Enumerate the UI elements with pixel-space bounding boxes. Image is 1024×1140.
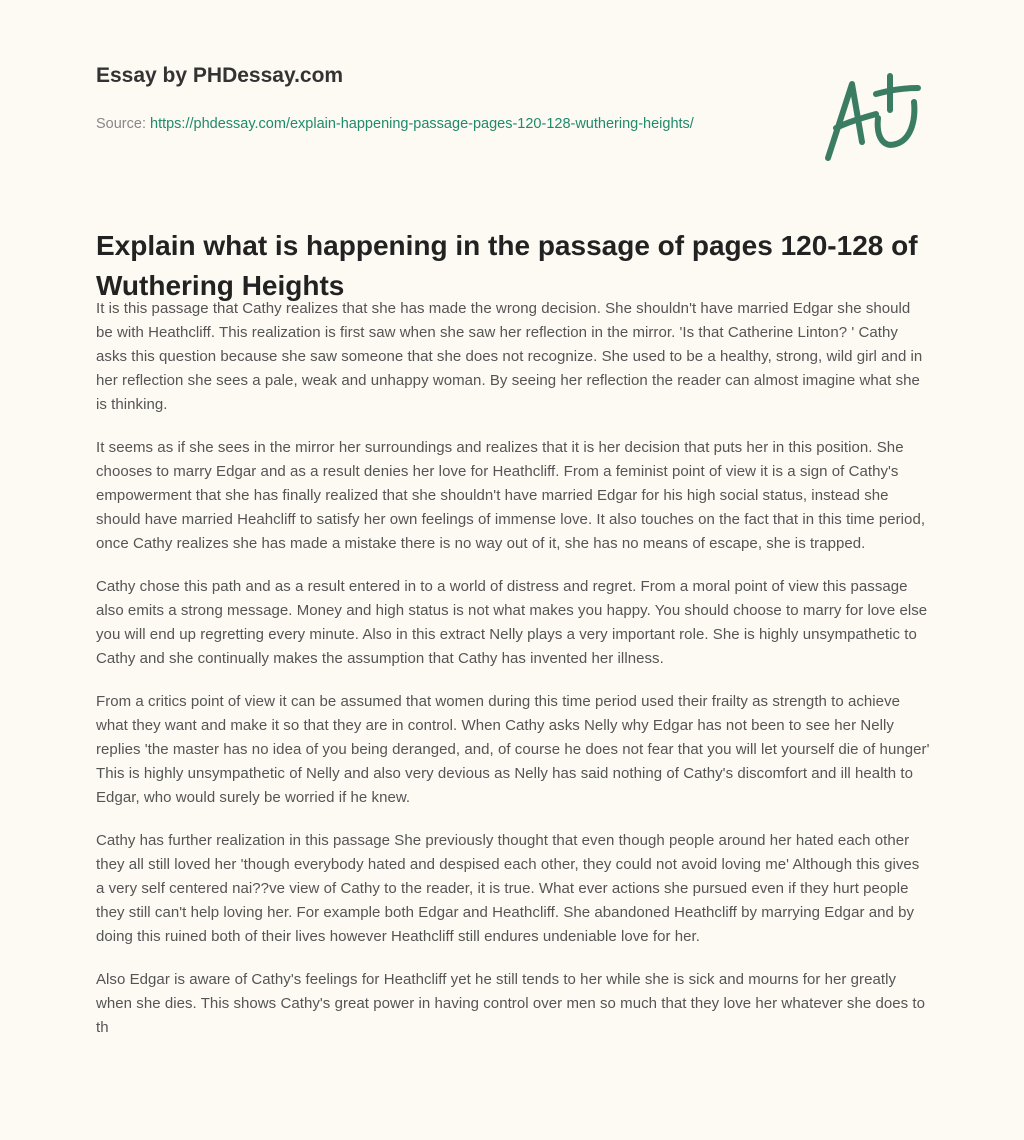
essay-paragraph: Also Edgar is aware of Cathy's feelings for Heathcliff yet he still tends to her while she is sick and mourns for her greatly when she dies. This shows Cathy's great power in having control over men so much that they love her whatever she does to th	[96, 971, 926, 1036]
site-brand: Essay by PHDessay.com	[96, 64, 344, 87]
essay-body	[96, 297, 931, 1059]
essay-paragraph: Cathy chose this path and as a result entered in to a world of distress and regret. From a moral point of view this passage also emits a strong message. Money and high status is not what makes you happy. You should choose to marry for love else you will end up regretting every minute. Also in this extract Nelly plays a very important role. She is highly unsympathetic to Cathy and she continually makes the assumption that Cathy has invented her illness.	[96, 578, 928, 667]
essay-paragraph: From a critics point of view it can be assumed that women during this time period used their frailty as strength to achieve what they want and make it so that they are in control. When Cathy asks Nelly why Edgar has not been to see her Nelly replies 'the master has no idea of you being deranged, and, of course he does not fear that you will let yourself die of hunger' This is highly unsympathetic of Nelly and also very devious as Nelly has said nothing of Cathy's discomfort and ill health to Edgar, who would surely be worried if he knew.	[96, 693, 930, 806]
essay-paragraph: Cathy has further realization in this passage She previously thought that even though people around her hated each other they all still loved her 'though everybody hated and despised each other, they could not avoid loving me' Although this gives a very self centered nai??ve view of Cathy to the reader, it is true. What ever actions she pursued even if they hurt people they still can't help loving her. For example both Edgar and Heathcliff. She abandoned Heathcliff by marrying Edgar and by doing this ruined both of their lives however Heathcliff still endures undeniable love for her.	[96, 832, 920, 945]
a-plus-logo-icon	[818, 72, 928, 167]
essay-title: Explain what is happening in the passage of pages 120-128 of Wuthering Heights	[96, 230, 918, 301]
essay-paragraph: It seems as if she sees in the mirror her surroundings and realizes that it is her decision that puts her in this position. She chooses to marry Edgar and as a result denies her love for Heathcliff. From a feminist point of view it is a sign of Cathy's empowerment that she has finally realized that she shouldn't have married Edgar for his high social status, instead she should have married Heahcliff to satisfy her own feelings of immense love. It also touches on the fact that in this time period, once Cathy realizes she has made a mistake there is no way out of it, she has no means of escape, she is trapped.	[96, 439, 926, 552]
source-line	[96, 112, 756, 136]
source-label: Source:	[96, 116, 150, 132]
a-plus-logo	[818, 72, 928, 167]
essay-paragraph: It is this passage that Cathy realizes that she has made the wrong decision. She shouldn't have married Edgar she should be with Heathcliff. This realization is first saw when she saw her reflection in the mirror. 'Is that Catherine Linton? ' Cathy asks this question because she saw someone that she does not recognize. She used to be a healthy, strong, wild girl and in her reflection she sees a pale, weak and unhappy woman. By seeing her reflection the reader can almost imagine what she is thinking.	[96, 300, 923, 413]
source-link[interactable]: https://phdessay.com/explain-happening-passage-pages-120-128-wuthering-heights/	[150, 116, 694, 132]
